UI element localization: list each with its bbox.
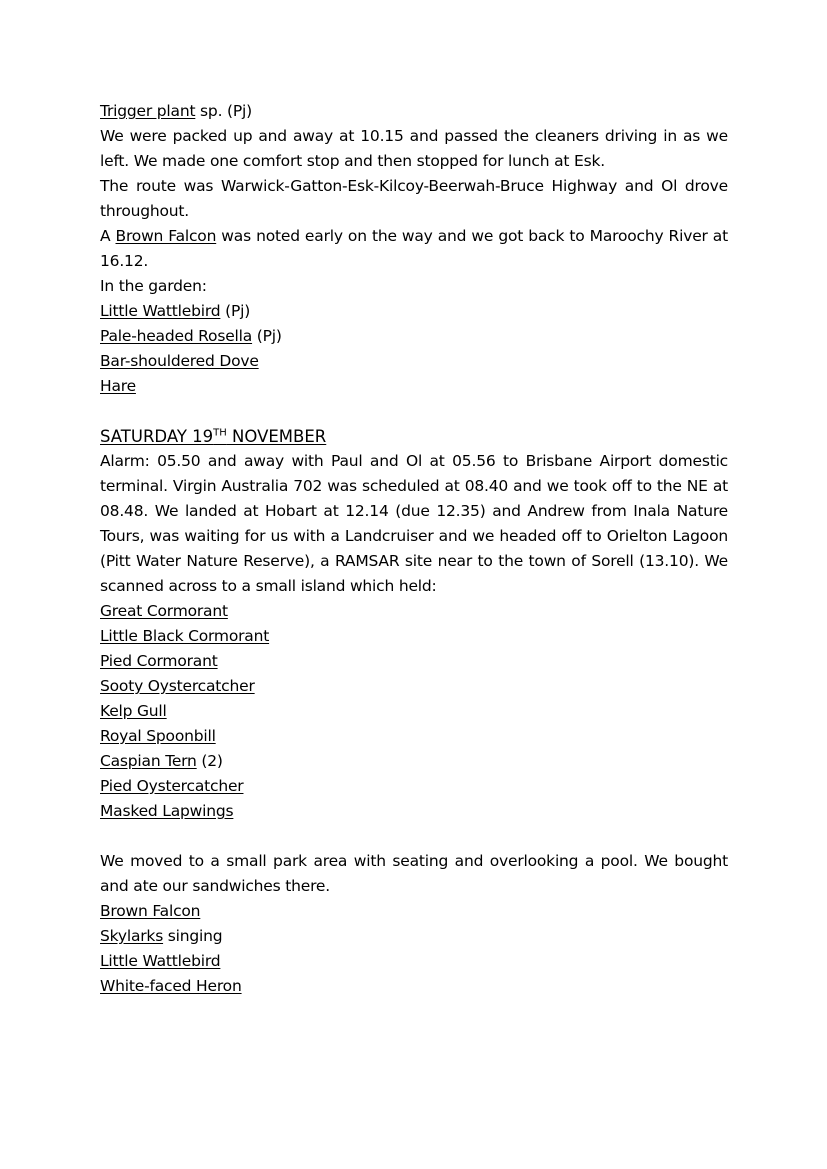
island-species-list xyxy=(100,599,728,824)
heading-text: SATURDAY 19TH NOVEMBER xyxy=(100,427,327,446)
species-note: sp. (Pj) xyxy=(195,102,252,120)
species-name: Hare xyxy=(100,377,136,395)
list-item xyxy=(100,374,728,399)
list-item xyxy=(100,749,728,774)
species-name: Pied Cormorant xyxy=(100,652,218,670)
species-name: Pale-headed Rosella xyxy=(100,327,253,345)
list-item xyxy=(100,699,728,724)
paragraph-park: We moved to a small park area with seating and overlooking a pool. We bought and ate our sandwiches there. xyxy=(100,852,728,895)
species-note: (2) xyxy=(196,752,223,770)
paragraph-departure: We were packed up and away at 10.15 and passed the cleaners driving in as we left. We made one comfort stop and then stopped for lunch at Esk. xyxy=(100,127,728,170)
species-name: Great Cormorant xyxy=(100,602,228,620)
species-name: Skylarks xyxy=(100,927,164,945)
paragraph-flight: Alarm: 05.50 and away with Paul and Ol at 05.56 to Brisbane Airport domestic terminal. Virgin Australia 702 was scheduled at 08.40 and we took off to the NE at 08.48. We landed at Hobart at 12.14 (due 12.35) and Andrew from Inala Nature Tours, was waiting for us with a Landcruiser and we headed off to Orielton Lagoon (Pitt Water Nature Reserve), a RAMSAR site near to the town of Sorell (13.10). We scanned across to a small island which held: xyxy=(100,452,728,595)
list-item xyxy=(100,799,728,824)
list-item xyxy=(100,649,728,674)
species-note: (Pj) xyxy=(220,302,251,320)
species-name: Kelp Gull xyxy=(100,702,167,720)
paragraph-brown-falcon: A Brown Falcon was noted early on the way and we got back to Maroochy River at 16.12. xyxy=(100,227,728,270)
species-name: Little Black Cormorant xyxy=(100,627,270,645)
garden-label: In the garden: xyxy=(100,277,207,295)
species-note: singing xyxy=(163,927,223,945)
species-name: Sooty Oystercatcher xyxy=(100,677,255,695)
paragraph-route: The route was Warwick-Gatton-Esk-Kilcoy-Beerwah-Bruce Highway and Ol drove throughout. xyxy=(100,177,728,220)
species-note: (Pj) xyxy=(252,327,282,345)
park-species-list xyxy=(100,899,728,999)
species-name: White-faced Heron xyxy=(100,977,242,995)
ordinal-suffix: TH xyxy=(213,427,227,439)
list-item xyxy=(100,599,728,624)
day-heading xyxy=(100,424,728,449)
list-item xyxy=(100,974,728,999)
list-item xyxy=(100,899,728,924)
species-name: Little Wattlebird xyxy=(100,952,221,970)
garden-species-list xyxy=(100,299,728,399)
species-name: Bar-shouldered Dove xyxy=(100,352,259,370)
list-item xyxy=(100,724,728,749)
list-item xyxy=(100,674,728,699)
species-name: Caspian Tern xyxy=(100,752,197,770)
species-name: Royal Spoonbill xyxy=(100,727,216,745)
spacer xyxy=(100,399,728,424)
list-item xyxy=(100,349,728,374)
species-name: Brown Falcon xyxy=(115,227,217,245)
list-item xyxy=(100,299,728,324)
species-name: Trigger plant xyxy=(100,102,196,120)
list-item xyxy=(100,924,728,949)
species-name: Masked Lapwings xyxy=(100,802,234,820)
list-item xyxy=(100,324,728,349)
species-name: Little Wattlebird xyxy=(100,302,221,320)
species-name: Brown Falcon xyxy=(100,902,201,920)
list-item xyxy=(100,949,728,974)
list-item xyxy=(100,624,728,649)
trigger-plant-line xyxy=(100,99,728,124)
document-page xyxy=(100,99,728,999)
spacer xyxy=(100,824,728,849)
species-name: Pied Oystercatcher xyxy=(100,777,244,795)
list-item xyxy=(100,774,728,799)
